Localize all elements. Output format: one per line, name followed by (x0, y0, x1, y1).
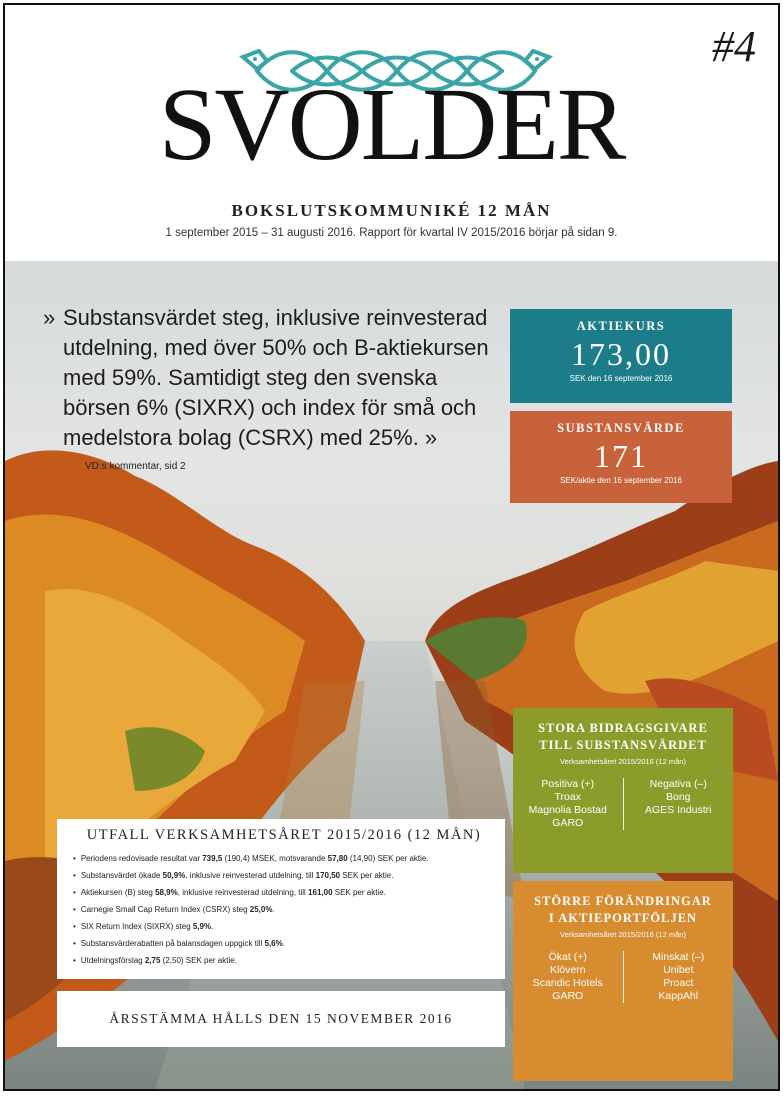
utfall-item: • Aktiekursen (B) steg 58,9%, inklusive reinvesterad utdelning, till 161,00 SEK per aktie. (73, 884, 495, 901)
utfall-item: • Carnegie Small Cap Return Index (CSRX) steg 25,0%. (73, 901, 495, 918)
utfall-item: • SIX Return Index (SIXRX) steg 5,9%. (73, 918, 495, 935)
report-subtitle: BOKSLUTSKOMMUNIKÉ 12 MÅN (231, 201, 552, 220)
decreased-holdings: Minskat (–) Unibet Proact KappAhl (623, 951, 734, 1003)
ceo-quote (43, 303, 493, 453)
substansvarde-box (510, 411, 732, 503)
positive-contributors: Positiva (+) Troax Magnolia Bostad GARO (528, 778, 607, 829)
quote-mark: » (43, 305, 56, 330)
forandringar-title: STÖRRE FÖRÄNDRINGAR I AKTIEPORTFÖLJEN (534, 894, 712, 925)
utfall-item: • Utdelningsförslag 2,75 (2,50) SEK per aktie. (73, 952, 495, 969)
substansvarde-note: SEK/aktie den 16 september 2016 (560, 476, 682, 485)
report-cover (3, 3, 780, 1091)
bidrag-subtitle: Verksamhetsåret 2015/2016 (12 mån) (560, 757, 686, 766)
quote-text: Substansvärdet steg, inklusive reinvesterad utdelning, med över 50% och B-aktiekursen med 59%. Samtidigt steg den svenska börsen 6% (SIXRX) och index för små och medelstora bolag (CSRX) med 25%. » (63, 305, 489, 450)
utfall-title: UTFALL VERKSAMHETSÅRET 2015/2016 (12 MÅN) (86, 827, 482, 843)
negative-contributors: Negativa (–) Bong AGES Industri (623, 778, 734, 830)
autumn-river-photo (5, 261, 778, 1089)
increased-holdings: Ökat (+) Klövern Scandic Hotels GARO (532, 951, 603, 1002)
forandringar-subtitle: Verksamhetsåret 2015/2016 (12 mån) (560, 930, 686, 939)
utfall-item: • Periodens redovisade resultat var 739,5 (190,4) MSEK, motsvarande 57,80 (14,90) SEK per aktie. (73, 850, 495, 867)
report-period: 1 september 2015 – 31 augusti 2016. Rapport för kvartal IV 2015/2016 börjar på sidan 9. (165, 227, 618, 239)
utfall-box (57, 819, 505, 979)
utfall-item: • Substansvärdet ökade 50,9%, inklusive reinvesterad utdelning, till 170,50 SEK per aktie. (73, 867, 495, 884)
svolder-logo: SVOLDER (158, 67, 625, 182)
utfall-item: • Substansvärderabatten på balansdagen uppgick till 5,6%. (73, 935, 495, 952)
issue-number: #4 (712, 22, 756, 71)
bidrag-title: STORA BIDRAGSGIVARE TILL SUBSTANSVÄRDET (538, 721, 708, 752)
substansvarde-label: SUBSTANSVÄRDE (557, 421, 685, 435)
aktiekurs-label: AKTIEKURS (576, 319, 666, 333)
arsstamma-notice: ÅRSSTÄMMA HÅLLS DEN 15 NOVEMBER 2016 (57, 991, 505, 1047)
aktiekurs-box (510, 309, 732, 403)
portfolio-changes-box (513, 881, 733, 1081)
aktiekurs-value: 173,00 (571, 336, 671, 372)
substansvarde-value: 171 (594, 438, 648, 474)
aktiekurs-note: SEK den 16 september 2016 (569, 374, 673, 383)
quote-source: VD:s kommentar, sid 2 (85, 461, 186, 472)
utfall-list (73, 850, 495, 969)
bidragsgivare-box (513, 708, 733, 873)
